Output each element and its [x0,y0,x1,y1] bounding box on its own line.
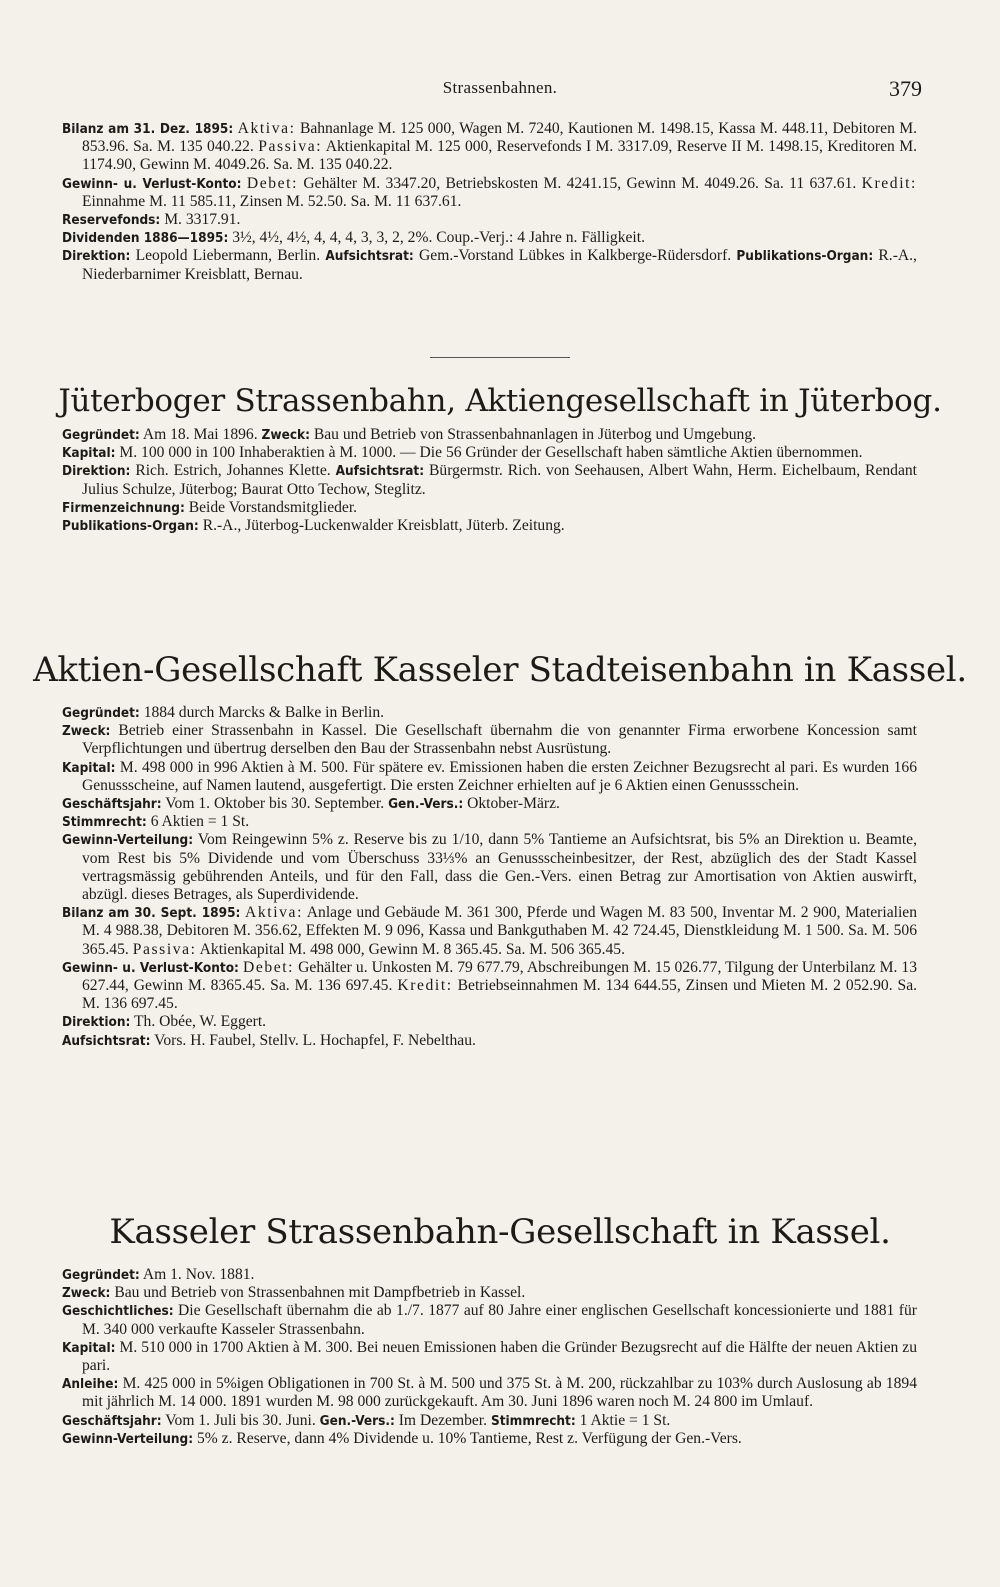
label-kapital: Kapital: [62,1339,116,1356]
label-direktion: Direktion: [62,248,131,265]
text-geschichtliches: Die Gesellschaft übernahm die ab 1./7. 1877 auf 80 Jahre einer englischen Gesellschaft koncessionierte und 1881 für M. 340 000 verkaufte Kasseler Strassenbahn. [82,1302,917,1338]
text-publikations-organ: R.-A., Niederbarnimer Kreisblatt, Bernau. [82,247,917,283]
text-debet: Gehälter M. 3347.20, Betriebskosten M. 4241.15, Gewinn M. 4049.26. Sa. 11 637.61. [303,174,857,192]
label-passiva: Passiva: [132,940,197,958]
label-aufsichtsrat: Aufsichtsrat: [325,248,414,265]
entry-bilanz [62,904,917,959]
text-zweck: Bau und Betrieb von Strassenbahnen mit Dampfbetrieb in Kassel. [114,1284,526,1302]
text-kapital: M. 100 000 in 100 Inhaberaktien à M. 1000. — Die 56 Gründer der Gesellschaft haben sämtliche Aktien übernommen. [119,444,863,462]
section-divider [430,357,570,358]
label-aktiva: Aktiva: [237,120,296,137]
section-kasseler-stadteisenbahn [62,704,917,1050]
entry-gewinn-verteilung [62,831,917,904]
label-zweck: Zweck: [62,1285,111,1302]
label-direktion: Direktion: [62,463,131,480]
label-aufsichtsrat: Aufsichtsrat: [62,1032,151,1049]
label-gewinn-verteilung: Gewinn-Verteilung: [62,832,194,849]
company-title-kasseler-stadteisenbahn: Aktien-Gesellschaft Kasseler Stadteisenbahn in Kassel. [33,650,967,690]
label-geschichtliches: Geschichtliches: [62,1303,174,1320]
label-debet: Debet: [242,958,295,976]
entry-gegruendet [62,1266,917,1284]
text-aktiva: Bahnanlage M. 125 000, Wagen M. 7240, Kautionen M. 1498.15, Kassa M. 448.11, Debitoren M. 853.96. Sa. M. 135 040.22. [82,120,917,156]
entry-kapital [62,1339,917,1375]
label-passiva: Passiva: [258,138,323,156]
entry-geschaeftsjahr [62,1412,917,1430]
label-direktion: Direktion: [62,1014,131,1031]
label-gen-vers: Gen.-Vers.: [388,796,464,813]
label-geschaeftsjahr: Geschäftsjahr: [62,1412,162,1429]
text-reservefonds: M. 3317.91. [164,211,241,229]
label-kapital: Kapital: [62,759,116,776]
entry-direktion [62,1013,917,1031]
text-gegruendet: Am 18. Mai 1896. [142,426,258,443]
entry-gegruendet [62,426,917,444]
entry-zweck [62,1284,917,1302]
label-geschaeftsjahr: Geschäftsjahr: [62,796,162,813]
entry-direktion [62,462,917,498]
label-stimmrecht: Stimmrecht: [62,814,147,831]
label-reservefonds: Reservefonds: [62,212,161,229]
label-kredit: Kredit: [397,977,453,995]
text-gegruendet: 1884 durch Marcks & Balke in Berlin. [143,704,385,721]
section-jueterbog [62,426,917,535]
section-continued [62,120,917,284]
text-aufsichtsrat: Vors. H. Faubel, Stellv. L. Hochapfel, F. Nebelthau. [154,1031,476,1049]
text-gewinn-verteilung: Vom Reingewinn 5% z. Reserve bis zu 1/10, dann 5% Tantieme an Aufsichtsrat, bis 5% an Direktion u. Beamte, vom Rest bis 5% Dividende und vom Überschuss 33⅓% an Genussscheinbesitzer, der Rest, abzüglich des der Stadt Kassel vertragsmässig gebührenden Anteils, und für den Fall, dass die Gen.-Vers. einen Betrag zur Amortisation von Aktien auswirft, abzügl. dieses Betrages, als Superdividende. [82,831,917,904]
entry-gewinn-verteilung [62,1430,917,1448]
entry-anleihe [62,1375,917,1411]
text-passiva: Aktienkapital M. 125 000, Reservefonds I M. 3317.09, Reserve II M. 1498.15, Kreditoren M. 1174.90, Gewinn M. 4049.26. Sa. M. 135 040.22. [82,138,917,174]
label-gewinn: Gewinn- u. Verlust-Konto: [62,175,242,192]
entry-gewinn [62,175,917,211]
entry-firmenzeichnung [62,499,917,517]
label-stimmrecht: Stimmrecht: [490,1412,576,1429]
text-gewinn-verteilung: 5% z. Reserve, dann 4% Dividende u. 10% Tantieme, Rest z. Verfügung der Gen.-Vers. [196,1429,742,1447]
entry-kapital [62,759,917,795]
text-direktion: Leopold Liebermann, Berlin. [135,247,321,265]
text-gegruendet: Am 1. Nov. 1881. [142,1266,255,1283]
entry-direktion [62,247,917,283]
label-firmenzeichnung: Firmenzeichnung: [62,499,185,516]
text-direktion: Th. Obée, W. Eggert. [134,1013,267,1031]
text-zweck: Bau und Betrieb von Strassenbahnanlagen in Jüterbog und Umgebung. [313,426,757,443]
text-kapital: M. 498 000 in 996 Aktien à M. 500. Für spätere ev. Emissionen haben die ersten Zeichner Bezugsrecht al pari. Es wurden 166 Genussscheine, auf Namen lautend, ausgefertigt. Die ersten Zeichner erhielten auf je 6 Aktien einen Genussschein. [82,758,917,794]
entry-stimmrecht [62,813,917,831]
entry-geschaeftsjahr [62,795,917,813]
label-publikations-organ: Publikations-Organ: [736,248,874,265]
text-firmenzeichnung: Beide Vorstandsmitglieder. [188,498,358,516]
entry-aufsichtsrat [62,1032,917,1050]
text-aufsichtsrat: Gem.-Vorstand Lübkes in Kalkberge-Rüdersdorf. [419,247,732,265]
label-zweck: Zweck: [62,723,111,740]
label-publikations-organ: Publikations-Organ: [62,518,199,535]
company-title-kasseler-strassenbahn: Kasseler Strassenbahn-Gesellschaft in Kassel. [109,1212,891,1252]
text-stimmrecht: 1 Aktie = 1 St. [579,1411,671,1429]
label-zweck: Zweck: [261,427,310,443]
entry-dividenden [62,229,917,247]
label-gewinn: Gewinn- u. Verlust-Konto: [62,959,239,976]
text-zweck: Betrieb einer Strassenbahn in Kassel. Die Gesellschaft übernahm die von genannter Firma erworbene Koncession samt Verpflichtungen und übertrug derselben den Bau der Strassenbahn nebst Ausrüstung. [82,722,917,758]
company-title-jueterbog: Jüterboger Strassenbahn, Aktiengesellschaft in Jüterbog. [58,383,942,419]
label-gewinn-verteilung: Gewinn-Verteilung: [62,1430,194,1447]
text-aktiva: Anlage und Gebäude M. 361 300, Pferde und Wagen M. 83 500, Inventar M. 2 900, Materialien M. 4 988.38, Debitoren M. 356.62, Effekten M. 9 096, Kassa und Bankguthaben M. 42 724.45, Dienstkleidung M. 1 500. Sa. M. 506 365.45. [82,904,917,958]
entry-gegruendet [62,704,917,722]
text-geschaeftsjahr: Vom 1. Oktober bis 30. September. [165,795,385,813]
text-gen-vers: Im Dezember. [398,1411,488,1429]
label-debet: Debet: [246,174,299,192]
text-kredit: Betriebseinnahmen M. 134 644.55, Zinsen und Mieten M. 2 052.90. Sa. M. 136 697.45. [82,977,918,1013]
text-aufsichtsrat: Bürgermstr. Rich. von Seehausen, Albert Wahn, Herm. Eichelbaum, Rendant Julius Schulze, Jüterbog; Baurat Otto Techow, Steglitz. [82,462,918,498]
text-anleihe: M. 425 000 in 5%igen Obligationen in 700 St. à M. 500 und 375 St. à M. 200, rückzahlbar zu 103% durch Auslosung ab 1894 mit jährlich M. 14 000. 1891 wurden M. 98 000 zurückgekauft. Am 30. Juni 1896 waren noch M. 24 800 im Umlauf. [82,1375,917,1411]
entry-publikations-organ [62,517,917,535]
running-header [0,78,1000,106]
entry-geschichtliches [62,1302,917,1338]
label-aktiva: Aktiva: [245,904,304,922]
label-dividenden: Dividenden 1886—1895: [62,230,229,247]
text-stimmrecht: 6 Aktien = 1 St. [150,813,250,831]
entry-reservefonds [62,211,917,229]
label-kredit: Kredit: [861,174,917,192]
running-title: Strassenbahnen. [442,78,558,97]
label-gegruendet: Gegründet: [62,705,140,721]
text-kapital: M. 510 000 in 1700 Aktien à M. 300. Bei neuen Emissionen haben die Gründer Bezugsrecht auf die Hälfte der neuen Aktien zu pari. [82,1338,917,1375]
label-aufsichtsrat: Aufsichtsrat: [335,463,425,480]
page-number: 379 [889,76,922,101]
text-direktion: Rich. Estrich, Johannes Klette. [135,462,331,480]
text-publikations-organ: R.-A., Jüterbog-Luckenwalder Kreisblatt, Jüterb. Zeitung. [202,517,565,535]
text-passiva: Aktienkapital M. 498 000, Gewinn M. 8 365.45. Sa. M. 506 365.45. [199,940,625,958]
text-geschaeftsjahr: Vom 1. Juli bis 30. Juni. [165,1411,316,1429]
label-bilanz: Bilanz am 31. Dez. 1895: [62,121,234,137]
entry-kapital [62,444,917,462]
entry-bilanz [62,120,917,175]
text-gen-vers: Oktober-März. [467,795,560,813]
section-kasseler-strassenbahn [62,1266,917,1448]
label-gen-vers: Gen.-Vers.: [319,1412,395,1429]
label-bilanz: Bilanz am 30. Sept. 1895: [62,905,241,922]
text-dividenden: 3½, 4½, 4½, 4, 4, 4, 3, 3, 2, 2%. Coup.-Verj.: 4 Jahre n. Fälligkeit. [232,229,645,247]
text-kredit: Einnahme M. 11 585.11, Zinsen M. 52.50. Sa. M. 11 637.61. [82,192,462,210]
label-anleihe: Anleihe: [62,1376,119,1393]
label-gegruendet: Gegründet: [62,427,140,443]
text-debet: Gehälter u. Unkosten M. 79 677.79, Abschreibungen M. 15 026.77, Tilgung der Unterbilanz M. 13 627.44, Gewinn M. 8365.45. Sa. M. 136 697.45. [82,958,917,995]
entry-gewinn [62,959,917,1014]
label-gegruendet: Gegründet: [62,1267,140,1283]
label-kapital: Kapital: [62,445,116,462]
entry-zweck [62,722,917,758]
